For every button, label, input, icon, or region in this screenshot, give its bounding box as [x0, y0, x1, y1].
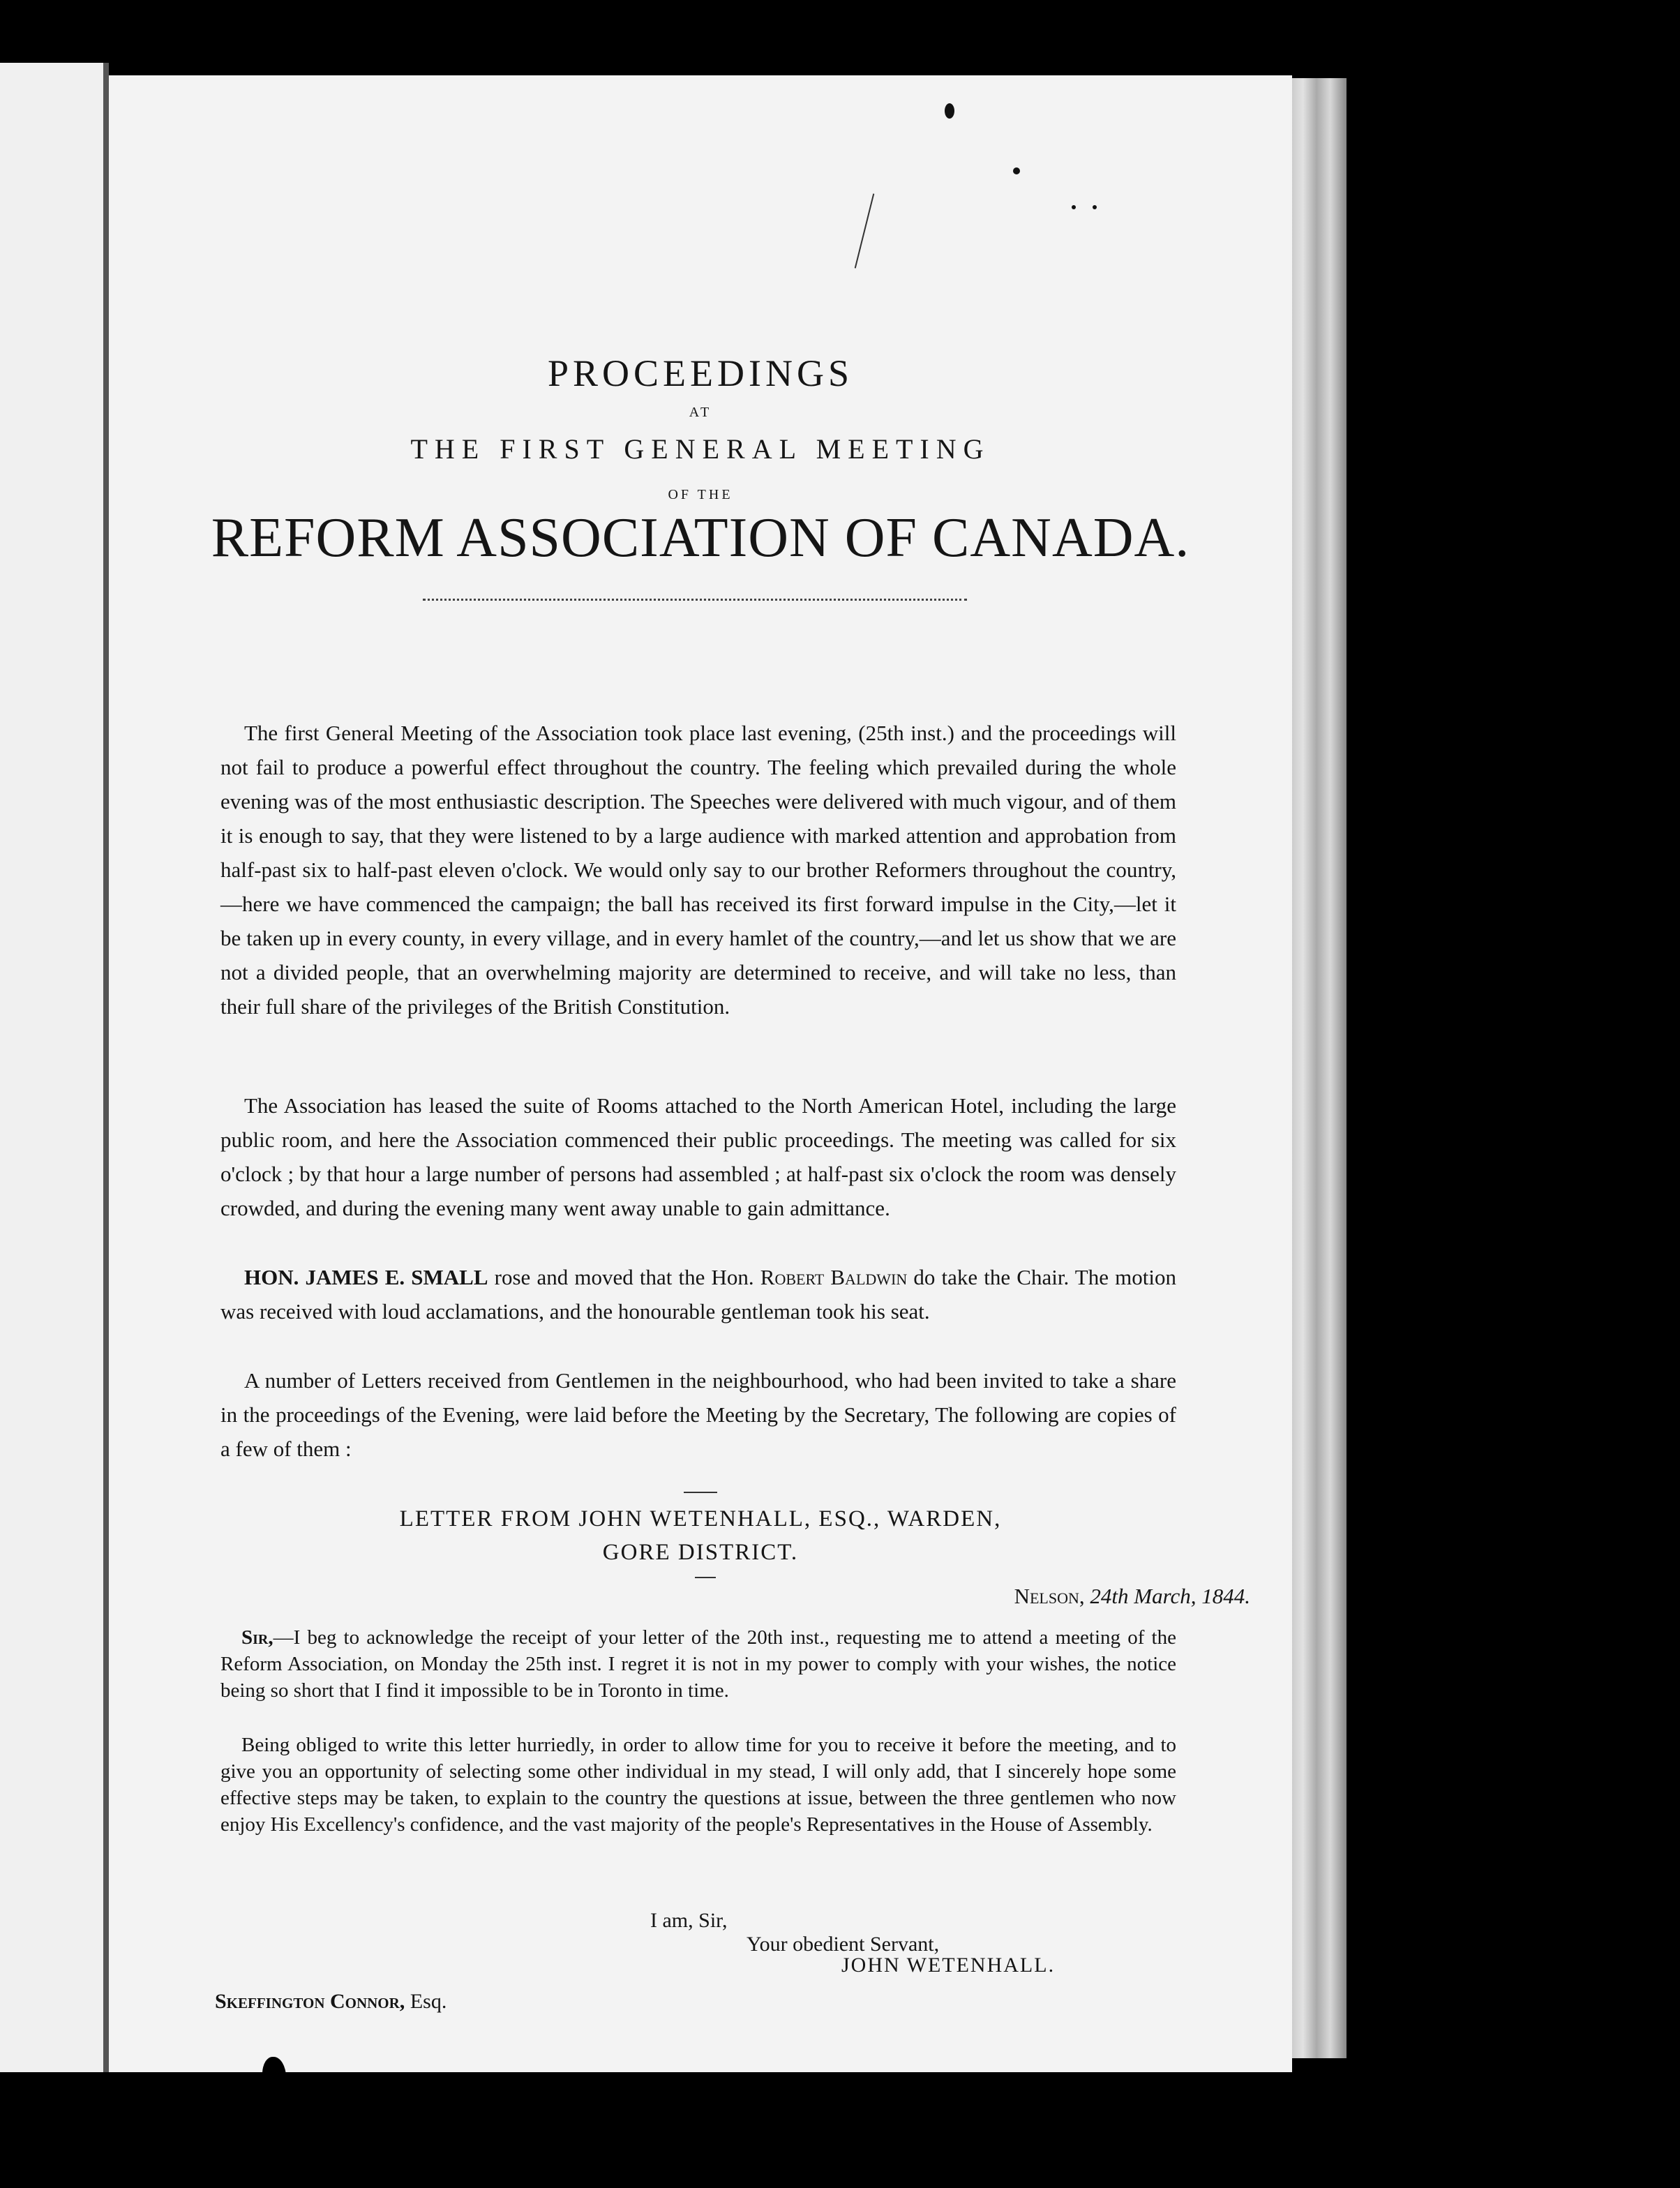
paragraph-motion [220, 1260, 1176, 1328]
title-proceedings: PROCEEDINGS [547, 352, 854, 394]
paragraph-first-meeting: The first General Meeting of the Association took place last evening, (25th inst.) and the proceedings will not fail to produce a powerful effect throughout the country. The feeling which prevailed during the whole evening was of the most enthusiastic description. The Speeches were delivered with much vigour, and of them it is enough to say, that they were listened to by a large audience with marked attention and approbation from half-past six to half-past eleven o'clock. We would only say to our brother Reformers throughout the country,—here we have commenced the campaign; the ball has received its first forward impulse in the City,—let it be taken up in every county, in every village, and in every hamlet of the country,—and let us show that we are not a divided people, that an overwhelming majority are determined to receive, and will take no less, than their full share of the privileges of the British Constitution. [220, 721, 1176, 1019]
letter-date: 24th March, 1844. [1084, 1584, 1250, 1608]
letter-signature: JOHN WETENHALL. [841, 1954, 1056, 1977]
title-at: AT [689, 405, 712, 420]
decorative-rule [423, 599, 967, 601]
scratch-mark [855, 193, 875, 268]
letter-body-first [220, 1624, 1176, 1704]
ink-blot [262, 2057, 286, 2072]
separator-rule-2 [695, 1577, 716, 1578]
letter-body-second: Being obliged to write this letter hurriedly, in order to allow time for you to receive it before the meeting, and to give you an opportunity of selecting some other individual in my stead, I will only add, that I sincerely hope some effective steps may be taken, to explain to the country the questions at issue, between the three gentlemen who now enjoy His Excellency's confidence, and the vast majority of the people's Representatives in the House of Assembly. [220, 1734, 1176, 1836]
document-page [109, 75, 1292, 2072]
motion-rest: do take the Chair. The motion was received with loud acclamations, and the honourable gentleman took his seat. [220, 1265, 1176, 1324]
letter-addressee [215, 1990, 447, 2014]
letter-dateline [1014, 1584, 1250, 1609]
paragraph-rooms: The Association has leased the suite of Rooms attached to the North American Hotel, including the large public room, and here the Association commenced their public proceedings. The meeting was called for six o'clock ; by that hour a large number of persons had assembled ; at half-past six o'clock the room was densely crowded, and during the evening many went away unable to gain admittance. [220, 1093, 1176, 1220]
ink-speck [1072, 205, 1076, 209]
letter-closing: I am, Sir, [650, 1909, 728, 1932]
title-first-general-meeting: THE FIRST GENERAL MEETING [410, 433, 991, 465]
title-of-the: OF THE [668, 487, 733, 502]
addressee-name: Skeffington Connor, [215, 1990, 405, 2013]
letter-place: Nelson, [1014, 1584, 1085, 1608]
page-gutter [103, 63, 109, 2072]
previous-page-edge [0, 63, 103, 2072]
addressee-title: Esq. [405, 1990, 447, 2013]
paragraph-letters: A number of Letters received from Gentlemen in the neighbourhood, who had been invited to take a share in the proceedings of the Evening, were laid before the Meeting by the Secretary, The following are copies of a few of them : [220, 1368, 1176, 1461]
letter-closing-servant: Your obedient Servant, [747, 1933, 940, 1956]
letter-salutation: Sir, [241, 1626, 273, 1649]
title-reform-association: REFORM ASSOCIATION OF CANADA. [211, 507, 1190, 569]
letter-heading: LETTER FROM JOHN WETENHALL, ESQ., WARDEN, [399, 1506, 1002, 1531]
letter-body-1: —I beg to acknowledge the receipt of your letter of the 20th inst., requesting me to attend a meeting of the Reform Association, on Monday the 25th inst. I regret it is not in my power to comply with your wishes, the notice being so short that I find it impossible to be in Toronto in time. [220, 1626, 1176, 1702]
ink-speck [1093, 205, 1097, 209]
chair-name: Robert Baldwin [760, 1265, 908, 1289]
ink-speck [1013, 167, 1020, 174]
page-stack-edge [1292, 78, 1347, 2058]
letter-heading-district: GORE DISTRICT. [602, 1540, 799, 1565]
speaker-name: HON. JAMES E. SMALL [244, 1265, 488, 1289]
separator-rule [684, 1492, 717, 1493]
motion-text: rose and moved that the Hon. [488, 1265, 760, 1289]
ink-speck [945, 103, 954, 119]
